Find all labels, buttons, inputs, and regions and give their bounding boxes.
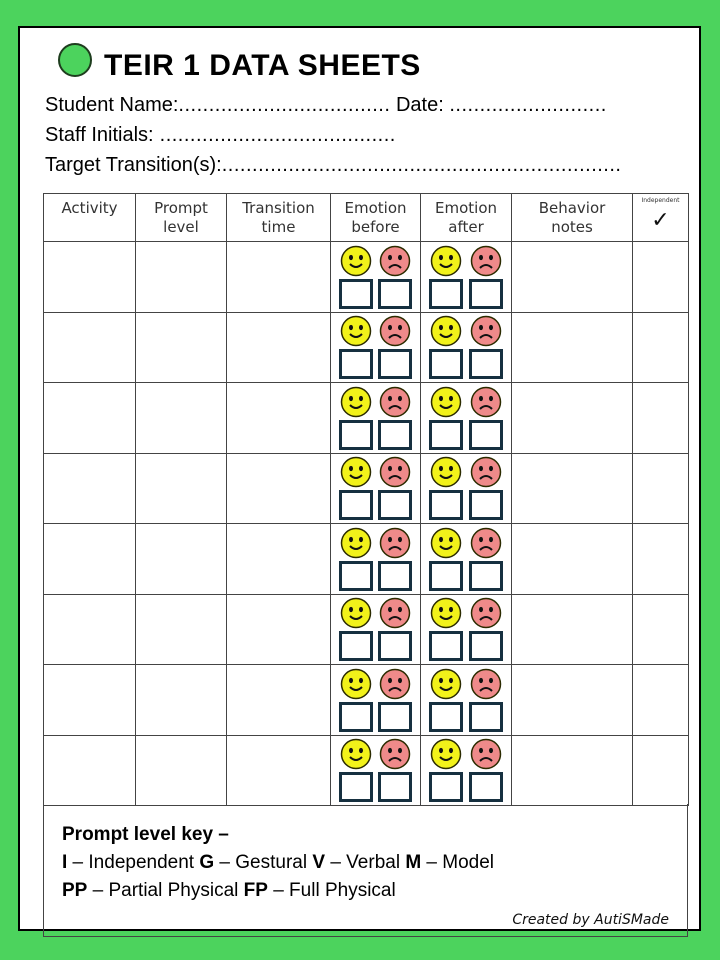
happy-checkbox[interactable]	[339, 772, 373, 802]
prompt-level-cell[interactable]	[136, 242, 227, 313]
happy-face-icon[interactable]	[340, 315, 372, 347]
transition-time-cell[interactable]	[227, 383, 331, 454]
sad-face-icon[interactable]	[470, 315, 502, 347]
happy-face-icon[interactable]	[430, 597, 462, 629]
activity-cell[interactable]	[44, 665, 136, 736]
header-prompt-level: Prompt level	[136, 194, 227, 242]
happy-face-icon[interactable]	[340, 527, 372, 559]
happy-face-icon[interactable]	[340, 738, 372, 770]
sad-face-icon[interactable]	[379, 315, 411, 347]
prompt-level-cell[interactable]	[136, 312, 227, 383]
checkmark-icon: ✓	[651, 208, 670, 233]
happy-checkbox[interactable]	[429, 561, 463, 591]
happy-checkbox[interactable]	[429, 631, 463, 661]
happy-face-icon[interactable]	[340, 597, 372, 629]
happy-checkbox[interactable]	[339, 631, 373, 661]
happy-checkbox[interactable]	[339, 279, 373, 309]
header-activity: Activity	[44, 194, 136, 242]
transition-time-cell[interactable]	[227, 665, 331, 736]
happy-face-icon[interactable]	[430, 668, 462, 700]
credit-text: Created by AutiSMade	[512, 912, 669, 928]
happy-face-icon[interactable]	[340, 668, 372, 700]
sad-face-icon[interactable]	[470, 738, 502, 770]
transition-time-cell[interactable]	[227, 312, 331, 383]
happy-face-icon[interactable]	[340, 456, 372, 488]
sad-checkbox[interactable]	[378, 561, 412, 591]
emotion-before-cell	[331, 735, 421, 806]
sad-face-icon[interactable]	[470, 527, 502, 559]
student-name-field[interactable]	[45, 94, 607, 117]
sad-checkbox[interactable]	[469, 349, 503, 379]
table-header-row	[44, 194, 689, 242]
green-circle-icon	[58, 43, 92, 77]
transition-time-cell[interactable]	[227, 735, 331, 806]
activity-cell[interactable]	[44, 524, 136, 595]
sad-face-icon[interactable]	[379, 668, 411, 700]
happy-face-icon[interactable]	[430, 245, 462, 277]
happy-checkbox[interactable]	[339, 561, 373, 591]
sad-checkbox[interactable]	[469, 279, 503, 309]
prompt-level-cell[interactable]	[136, 735, 227, 806]
independent-cell[interactable]	[633, 453, 689, 524]
prompt-level-cell[interactable]	[136, 665, 227, 736]
emotion-before-cell	[331, 453, 421, 524]
prompt-level-cell[interactable]	[136, 594, 227, 665]
behavior-notes-cell[interactable]	[512, 312, 633, 383]
activity-cell[interactable]	[44, 242, 136, 313]
emotion-after-cell	[421, 453, 512, 524]
sad-face-icon[interactable]	[379, 386, 411, 418]
sad-checkbox[interactable]	[469, 772, 503, 802]
prompt-level-key	[43, 804, 688, 937]
happy-checkbox[interactable]	[429, 490, 463, 520]
sad-checkbox[interactable]	[378, 702, 412, 732]
independent-cell[interactable]	[633, 665, 689, 736]
emotion-before-cell	[331, 665, 421, 736]
sad-checkbox[interactable]	[378, 631, 412, 661]
table-row	[44, 594, 689, 665]
behavior-notes-cell[interactable]	[512, 524, 633, 595]
table-row	[44, 665, 689, 736]
sad-face-icon[interactable]	[470, 386, 502, 418]
sad-face-icon[interactable]	[470, 597, 502, 629]
independent-cell[interactable]	[633, 594, 689, 665]
header-transition-time: Transition time	[227, 194, 331, 242]
date-line[interactable]: ..........................	[449, 94, 607, 116]
emotion-after-cell	[421, 242, 512, 313]
prompt-level-cell[interactable]	[136, 383, 227, 454]
happy-face-icon[interactable]	[340, 245, 372, 277]
behavior-notes-cell[interactable]	[512, 453, 633, 524]
behavior-notes-cell[interactable]	[512, 665, 633, 736]
activity-cell[interactable]	[44, 383, 136, 454]
sad-checkbox[interactable]	[469, 420, 503, 450]
sad-checkbox[interactable]	[469, 561, 503, 591]
emotion-before-cell	[331, 594, 421, 665]
behavior-notes-cell[interactable]	[512, 735, 633, 806]
transition-time-cell[interactable]	[227, 524, 331, 595]
prompt-level-cell[interactable]	[136, 453, 227, 524]
table-row	[44, 383, 689, 454]
sad-face-icon[interactable]	[379, 245, 411, 277]
happy-checkbox[interactable]	[339, 349, 373, 379]
happy-face-icon[interactable]	[430, 527, 462, 559]
data-table	[43, 193, 689, 806]
sad-checkbox[interactable]	[378, 490, 412, 520]
header-emotion-after: Emotion after	[421, 194, 512, 242]
happy-checkbox[interactable]	[339, 490, 373, 520]
staff-initials-field[interactable]	[45, 124, 396, 147]
table-row	[44, 242, 689, 313]
table-row	[44, 735, 689, 806]
independent-cell[interactable]	[633, 312, 689, 383]
header-emotion-before: Emotion before	[331, 194, 421, 242]
emotion-before-cell	[331, 383, 421, 454]
staff-initials-label: Staff Initials:	[45, 124, 154, 146]
header-behavior-notes: Behavior notes	[512, 194, 633, 242]
happy-face-icon[interactable]	[430, 456, 462, 488]
target-transition-line[interactable]: ..................................................................	[221, 154, 622, 176]
happy-checkbox[interactable]	[429, 702, 463, 732]
target-transition-field[interactable]	[45, 154, 621, 177]
key-line-2: PP – Partial Physical FP – Full Physical	[62, 880, 396, 901]
independent-cell[interactable]	[633, 735, 689, 806]
sad-checkbox[interactable]	[378, 772, 412, 802]
activity-cell[interactable]	[44, 312, 136, 383]
student-name-label: Student Name:	[45, 94, 179, 116]
happy-face-icon[interactable]	[430, 315, 462, 347]
transition-time-cell[interactable]	[227, 594, 331, 665]
emotion-after-cell	[421, 383, 512, 454]
happy-checkbox[interactable]	[339, 420, 373, 450]
table-row	[44, 312, 689, 383]
header-independent: Independent ✓	[633, 194, 689, 242]
emotion-after-cell	[421, 735, 512, 806]
emotion-before-cell	[331, 242, 421, 313]
independent-cell[interactable]	[633, 242, 689, 313]
happy-face-icon[interactable]	[430, 738, 462, 770]
behavior-notes-cell[interactable]	[512, 242, 633, 313]
sad-face-icon[interactable]	[379, 456, 411, 488]
student-name-line[interactable]: ...................................	[178, 94, 391, 116]
sad-face-icon[interactable]	[379, 738, 411, 770]
sad-checkbox[interactable]	[378, 420, 412, 450]
happy-checkbox[interactable]	[339, 702, 373, 732]
data-sheet	[18, 26, 701, 931]
transition-time-cell[interactable]	[227, 242, 331, 313]
happy-face-icon[interactable]	[430, 386, 462, 418]
sad-checkbox[interactable]	[378, 279, 412, 309]
date-label: Date:	[395, 94, 444, 116]
sad-face-icon[interactable]	[470, 668, 502, 700]
behavior-notes-cell[interactable]	[512, 594, 633, 665]
sad-checkbox[interactable]	[378, 349, 412, 379]
emotion-after-cell	[421, 524, 512, 595]
staff-initials-line[interactable]: .......................................	[153, 124, 396, 146]
prompt-level-cell[interactable]	[136, 524, 227, 595]
target-transition-label: Target Transition(s):	[45, 154, 222, 176]
key-title: Prompt level key –	[62, 824, 229, 845]
activity-cell[interactable]	[44, 594, 136, 665]
independent-cell[interactable]	[633, 383, 689, 454]
emotion-before-cell	[331, 312, 421, 383]
activity-cell[interactable]	[44, 735, 136, 806]
happy-checkbox[interactable]	[429, 772, 463, 802]
sad-checkbox[interactable]	[469, 631, 503, 661]
table-row	[44, 524, 689, 595]
sad-checkbox[interactable]	[469, 702, 503, 732]
page-title: TEIR 1 DATA SHEETS	[104, 49, 421, 82]
emotion-before-cell	[331, 524, 421, 595]
happy-checkbox[interactable]	[429, 349, 463, 379]
key-line-1: I – Independent G – Gestural V – Verbal M – Model	[62, 852, 495, 873]
table-row	[44, 453, 689, 524]
sad-face-icon[interactable]	[379, 527, 411, 559]
sad-face-icon[interactable]	[470, 245, 502, 277]
happy-checkbox[interactable]	[429, 420, 463, 450]
independent-cell[interactable]	[633, 524, 689, 595]
behavior-notes-cell[interactable]	[512, 383, 633, 454]
sad-face-icon[interactable]	[379, 597, 411, 629]
sad-checkbox[interactable]	[469, 490, 503, 520]
emotion-after-cell	[421, 594, 512, 665]
transition-time-cell[interactable]	[227, 453, 331, 524]
emotion-after-cell	[421, 312, 512, 383]
happy-face-icon[interactable]	[340, 386, 372, 418]
sad-face-icon[interactable]	[470, 456, 502, 488]
emotion-after-cell	[421, 665, 512, 736]
activity-cell[interactable]	[44, 453, 136, 524]
happy-checkbox[interactable]	[429, 279, 463, 309]
